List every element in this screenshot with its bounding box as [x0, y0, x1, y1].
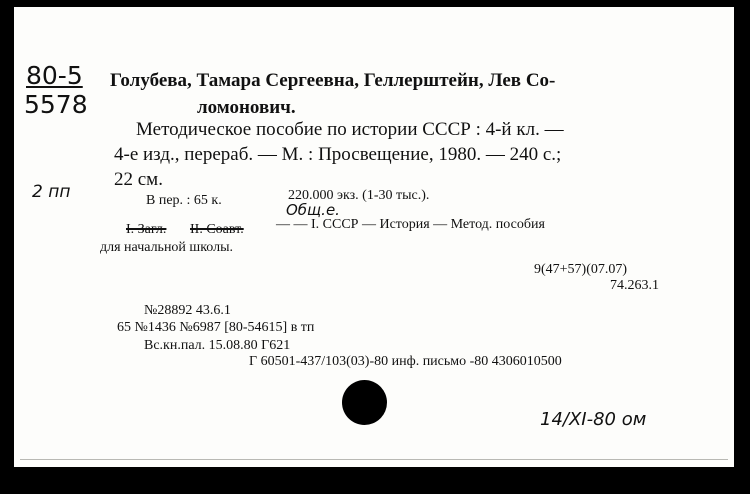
- tracing-struck-2: II. Соавт.: [190, 222, 244, 237]
- tracing-struck-1: I. Загл.: [126, 222, 167, 237]
- ref-line-4: Г 60501-437/103(03)-80 инф. письмо -80 4306010500: [249, 354, 562, 369]
- shelfmark-top: 80-5: [26, 61, 83, 90]
- heading-line-2: ломонович.: [197, 97, 296, 118]
- shelfmark-bottom: 5578: [24, 90, 88, 119]
- binding-price: В пер. : 65 к.: [146, 193, 222, 208]
- classification-2: 74.263.1: [610, 278, 659, 293]
- title-line-2: 4-е изд., перераб. — М. : Просвещение, 1980. — 240 с.;: [114, 144, 562, 165]
- card-edge-line: [20, 459, 728, 460]
- tracing-line-2: для начальной школы.: [100, 240, 234, 255]
- catalog-card: [14, 7, 734, 467]
- title-line-3: 22 см.: [114, 169, 163, 190]
- punch-hole: [342, 380, 387, 425]
- classification-1: 9(47+57)(07.07): [534, 262, 628, 277]
- title-line-1: Методическое пособие по истории СССР : 4-й кл. —: [136, 119, 564, 140]
- margin-note: 2 пп: [32, 182, 71, 202]
- handwritten-note: Общ.е.: [286, 201, 340, 219]
- handwritten-date: 14/XI-80 ом: [540, 409, 647, 430]
- heading-line-1: Голубева, Тамара Сергеевна, Геллерштейн, Лев Со-: [110, 70, 556, 91]
- print-run: 220.000 экз. (1-30 тыс.).: [288, 188, 430, 203]
- ref-line-2: 65 №1436 №6987 [80-54615] в тп: [117, 320, 315, 335]
- ref-line-3: Вс.кн.пал. 15.08.80 Г621: [144, 338, 291, 353]
- tracing-rest: — — I. СССР — История — Метод. пособия: [276, 217, 545, 232]
- ref-line-1: №28892 43.6.1: [144, 303, 231, 318]
